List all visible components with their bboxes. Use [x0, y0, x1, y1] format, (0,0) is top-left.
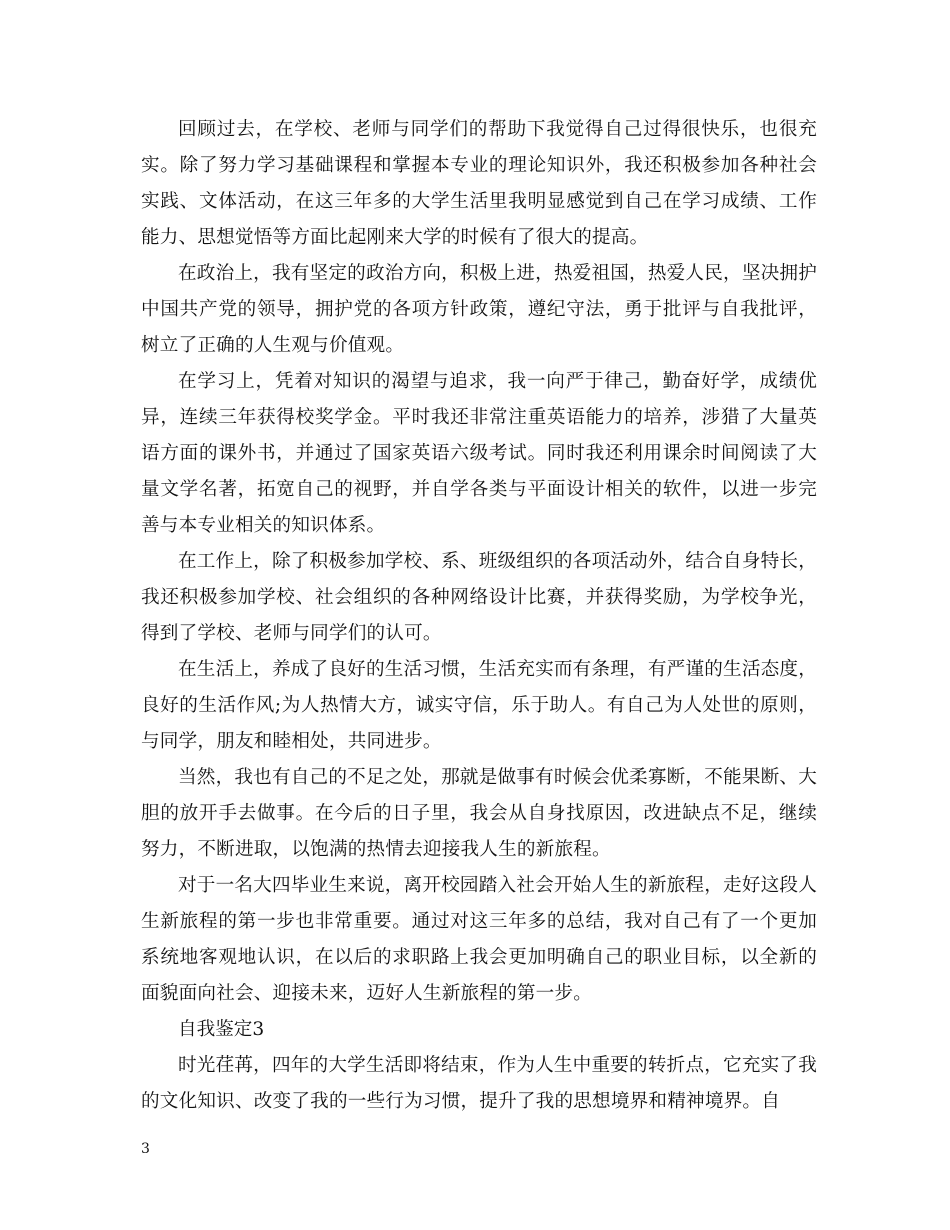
- paragraph-review: 回顾过去，在学校、老师与同学们的帮助下我觉得自己过得很快乐，也很充实。除了努力学习基础课程和掌握本专业的理论知识外，我还积极参加各种社会实践、文体活动，在这三年多的大学生活里我明显感觉到自己在学习成绩、工作能力、思想觉悟等方面比起刚来大学的时候有了很大的提高。: [141, 119, 817, 248]
- paragraph-work: 在工作上，除了积极参加学校、系、班级组织的各项活动外，结合自身特长，我还积极参加学校、社会组织的各种网络设计比赛，并获得奖励，为学校争光，得到了学校、老师与同学们的认可。: [141, 551, 817, 644]
- paragraph-next-section: 时光荏苒，四年的大学生活即将结束，作为人生中重要的转折点，它充实了我的文化知识、改变了我的一些行为习惯，提升了我的思想境界和精神境界。自: [141, 1055, 817, 1112]
- paragraph-shortcomings: 当然，我也有自己的不足之处，那就是做事有时候会优柔寡断，不能果断、大胆的放开手去做事。在今后的日子里，我会从自身找原因，改进缺点不足，继续努力，不断进取，以饱满的热情去迎接我人生的新旅程。: [141, 767, 817, 860]
- paragraph-study: 在学习上，凭着对知识的渴望与追求，我一向严于律己，勤奋好学，成绩优异，连续三年获得校奖学金。平时我还非常注重英语能力的培养，涉猎了大量英语方面的课外书，并通过了国家英语六级考试。同时我还利用课余时间阅读了大量文学名著，拓宽自己的视野，并自学各类与平面设计相关的软件，以进一步完善与本专业相关的知识体系。: [141, 371, 817, 536]
- paragraph-conclusion: 对于一名大四毕业生来说，离开校园踏入社会开始人生的新旅程，走好这段人生新旅程的第一步也非常重要。通过对这三年多的总结，我对自己有了一个更加系统地客观地认识，在以后的求职路上我会更加明确自己的职业目标，以全新的面貌面向社会、迎接未来，迈好人生新旅程的第一步。: [141, 875, 817, 1004]
- paragraph-life: 在生活上，养成了良好的生活习惯，生活充实而有条理，有严谨的生活态度，良好的生活作风;为人热情大方，诚实守信，乐于助人。有自己为人处世的原则，与同学，朋友和睦相处，共同进步。: [141, 659, 817, 752]
- page-number: 3: [141, 1141, 150, 1157]
- document-body: [141, 112, 817, 1120]
- section-title: 自我鉴定3: [178, 1019, 265, 1040]
- paragraph-politics: 在政治上，我有坚定的政治方向，积极上进，热爱祖国，热爱人民，坚决拥护中国共产党的领导，拥护党的各项方针政策，遵纪守法，勇于批评与自我批评，树立了正确的人生观与价值观。: [141, 263, 817, 356]
